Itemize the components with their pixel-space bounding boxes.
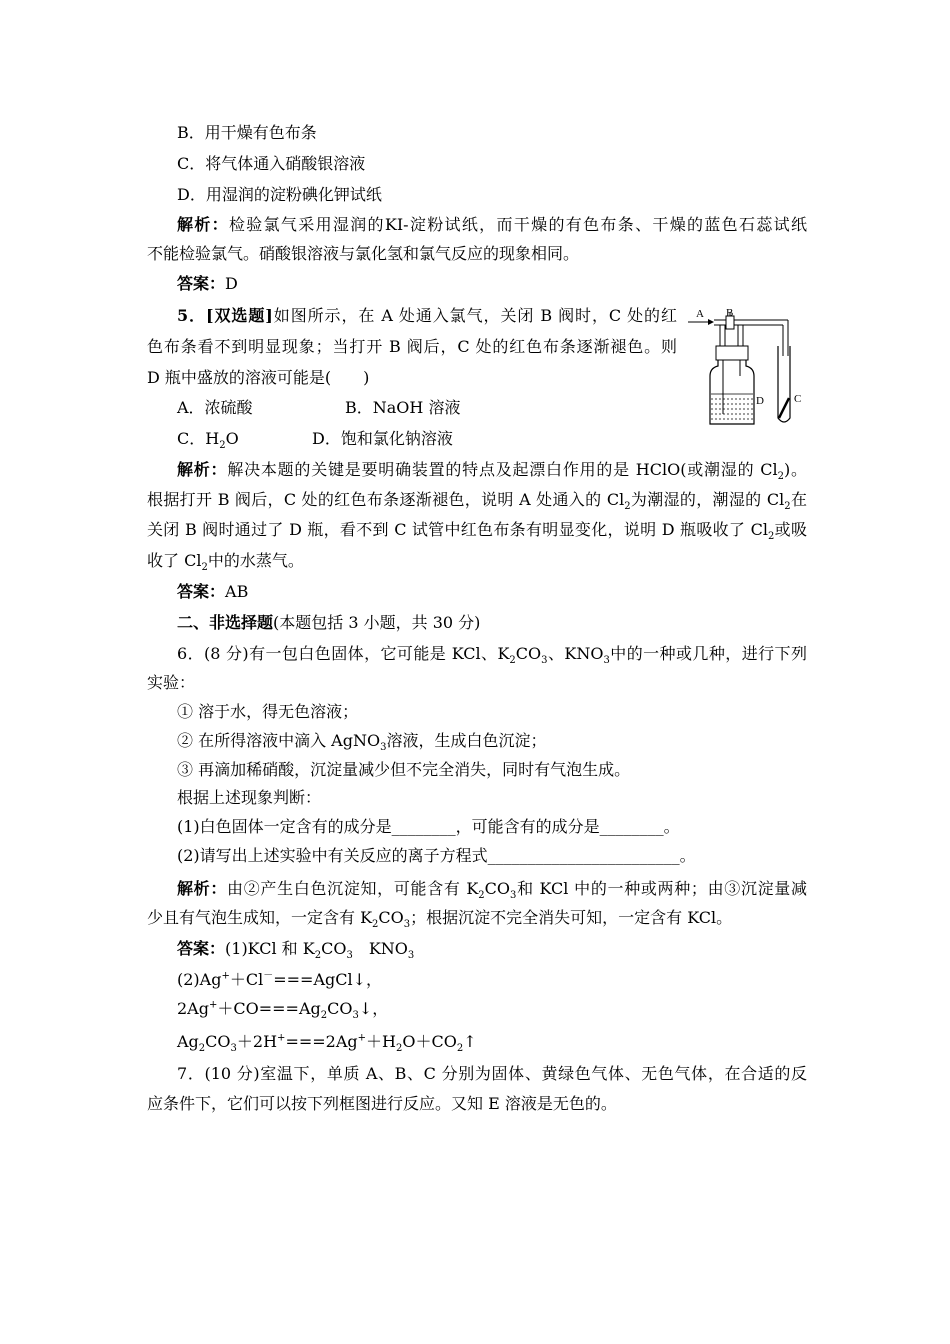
q5-analysis-2c: 在	[790, 490, 807, 509]
q6-eq3f: O＋CO	[402, 1032, 457, 1051]
q6-stem-sub-3: 3	[603, 655, 610, 667]
q6-step-2a: ② 在所得溶液中滴入 AgNO	[177, 731, 381, 750]
q6-stem-1b: CO	[515, 644, 542, 663]
q6-analysis-line-1	[177, 878, 807, 900]
q4-option-b	[177, 122, 317, 144]
q5-option-c-sub: 2	[219, 440, 226, 452]
q5-stem-text-3: D 瓶中盛放的溶液可能是( )	[147, 368, 370, 387]
q5-analysis-3b: 或吸	[774, 520, 807, 539]
q6-analysis-sub-4: 3	[403, 919, 411, 931]
q5-option-d-text: D．饱和氯化钠溶液	[312, 429, 453, 448]
q4-option-c-text: C．将气体通入硝酸银溶液	[177, 154, 366, 173]
q6-eq2-sub-1: 2	[320, 1010, 328, 1022]
q4-answer	[177, 273, 238, 295]
q6-judge-text: 根据上述现象判断：	[177, 788, 322, 807]
q6-eq3g: ↑	[463, 1032, 477, 1051]
q6-equation-2	[177, 998, 388, 1020]
q6-step-1-text: ① 溶于水，得无色溶液；	[177, 702, 359, 721]
q4-option-d-text: D．用湿润的淀粉碘化钾试纸	[177, 185, 382, 204]
bottle-stopper	[716, 346, 748, 360]
q6-analysis-1a: 由②产生白色沉淀知，可能含有 K	[227, 879, 479, 898]
q5-analysis-4b: 中的水蒸气。	[207, 551, 304, 570]
q6-stem-1c: 、KNO	[547, 644, 604, 663]
q5-stem-text-2: 色布条看不到明显现象；当打开 B 阀后，C 处的红色布条逐渐褪色。则	[147, 337, 677, 356]
q5-option-c-text-a: C．H	[177, 429, 220, 448]
q5-analysis-4-sub: 2	[201, 562, 208, 574]
q6-step-2b: 溶液，生成白色沉淀；	[386, 731, 547, 750]
q7-stem-1: 7．(10 分)室温下，单质 A、B、C 分别为固体、黄绿色气体、无色气体，在合适的反	[177, 1064, 807, 1083]
fig-label-b: B	[726, 307, 734, 319]
q5-stem-line-2	[147, 336, 677, 358]
q5-analysis-line-1	[177, 459, 807, 481]
q6-equation-3	[177, 1031, 477, 1053]
q5-answer-value: AB	[225, 582, 249, 601]
q7-stem-2: 应条件下，它们可以按下列框图进行反应。又知 E 溶液是无色的。	[147, 1094, 617, 1113]
q4-answer-value: D	[225, 274, 238, 293]
q6-eq1-sup-2: －	[263, 970, 274, 982]
q6-stem-1d: 中的一种或几种，进行下列	[609, 644, 807, 663]
q6-step-1	[177, 701, 358, 723]
q6-eq3-sub-4: 2	[456, 1043, 464, 1055]
q4-answer-label: 答案：	[177, 274, 226, 293]
q4-option-d	[177, 184, 382, 206]
q6-eq2c: CO	[327, 999, 353, 1018]
q6-analysis-2c: ；根据沉淀不完全消失可知，一定含有 KCl。	[410, 908, 733, 927]
q6-analysis-sub-2: 3	[510, 890, 517, 902]
q6-answer-1b: CO	[321, 939, 347, 958]
q6-equation-1	[177, 969, 382, 991]
q6-step-2	[177, 730, 546, 752]
q6-eq2b: ＋CO===Ag	[217, 999, 321, 1018]
apparatus-figure	[688, 306, 808, 430]
q6-eq2a: 2Ag	[177, 999, 209, 1018]
q6-judge	[177, 787, 321, 809]
q4-option-b-text: B．用干燥有色布条	[177, 123, 317, 142]
red-cloth-strip	[779, 398, 789, 418]
q5-analysis-line-3	[147, 519, 807, 541]
q6-analysis-sub-3: 2	[372, 919, 379, 931]
fig-label-c: C	[794, 393, 802, 405]
q6-sub-2	[177, 845, 696, 867]
q6-answer-sub-2: 3	[346, 950, 353, 962]
branch-tube-2	[738, 325, 743, 346]
q6-eq3-sub-3: 2	[396, 1043, 403, 1055]
q4-analysis-text-2: 不能检验氯气。硝酸银溶液与氯化氢和氯气反应的现象相同。	[147, 244, 580, 263]
q6-eq1b: ＋Cl	[229, 970, 264, 989]
q6-stem-1a: 6．(8 分)有一包白色固体，它可能是 KCl、K	[177, 644, 510, 663]
q5-stem-text-1: 如图所示，在 A 处通入氯气，关闭 B 阀时，C 处的红	[272, 306, 677, 325]
q5-analysis-3-sub: 2	[768, 531, 775, 543]
q6-analysis-line-2	[147, 907, 732, 929]
branch-tube-1	[720, 325, 725, 346]
q4-analysis-line-2	[147, 243, 579, 265]
q6-answer-sub-1: 2	[314, 950, 322, 962]
q6-eq3e: ＋H	[366, 1032, 396, 1051]
q6-sub-2-text: (2)请写出上述实验中有关反应的离子方程式________________________。	[177, 846, 696, 865]
q7-stem-line-2	[147, 1093, 617, 1115]
q6-eq3-sup-2: +	[357, 1032, 367, 1044]
q6-eq2d: ↓，	[358, 999, 389, 1018]
q5-option-d	[312, 428, 453, 450]
outlet-tube	[783, 320, 788, 356]
q6-eq2-sub-2: 3	[352, 1010, 359, 1022]
q6-eq3a: Ag	[177, 1032, 199, 1051]
q6-analysis-label: 解析：	[177, 879, 228, 898]
inlet-arrowhead	[708, 319, 714, 325]
q5-analysis-1-sub: 2	[777, 471, 784, 483]
q5-analysis-2b: 为潮湿的，潮湿的 Cl	[630, 490, 785, 509]
q6-eq1c: ===AgCl↓，	[273, 970, 383, 989]
q5-analysis-1a: 解决本题的关键是要明确装置的特点及起漂白作用的是 HClO(或潮湿的 Cl	[227, 460, 778, 479]
q6-eq2-sup: +	[208, 999, 218, 1011]
q5-analysis-3a: 关闭 B 阀时通过了 D 瓶，看不到 C 试管中红色布条有明显变化，说明 D 瓶吸收了 Cl	[147, 520, 768, 539]
q5-answer-label: 答案：	[177, 582, 226, 601]
q4-analysis-label: 解析：	[177, 215, 229, 234]
q5-analysis-line-4	[147, 550, 304, 572]
q6-stem-2: 实验：	[147, 673, 196, 692]
q5-analysis-2-sub2: 2	[784, 501, 791, 513]
q5-answer	[177, 581, 248, 603]
bottle-d	[710, 360, 754, 424]
section-2-title: 二、非选择题	[177, 613, 274, 632]
bottle-liquid	[711, 394, 753, 419]
q6-answer-1c: KNO	[352, 939, 408, 958]
q6-eq3d: ===2Ag	[285, 1032, 358, 1051]
q6-step-3	[177, 759, 630, 781]
q6-stem-sub-2: 3	[541, 655, 548, 667]
q5-stem-line-3	[147, 367, 369, 389]
q6-eq3-sub-2: 3	[230, 1043, 237, 1055]
q4-analysis-line-1	[177, 214, 807, 236]
q6-stem-line-1	[177, 643, 807, 665]
q5-option-c-text-b: O	[225, 429, 239, 448]
q6-analysis-2b: CO	[378, 908, 404, 927]
q6-eq3b: CO	[205, 1032, 231, 1051]
q5-option-a-text: A．浓硫酸	[177, 398, 253, 417]
section-2-heading	[177, 612, 480, 634]
fig-label-a: A	[696, 308, 704, 320]
q6-stem-sub-1: 2	[509, 655, 516, 667]
q5-analysis-line-2	[147, 489, 807, 511]
q7-stem-line-1	[177, 1063, 807, 1085]
q6-sub-1-text: (1)白色固体一定含有的成分是________，可能含有的成分是________。	[177, 817, 680, 836]
q6-eq3c: ＋2H	[236, 1032, 278, 1051]
q5-option-a	[177, 397, 253, 419]
q6-answer-label: 答案：	[177, 939, 226, 958]
q5-analysis-1b: )。	[783, 460, 807, 479]
q6-step-3-text: ③ 再滴加稀硝酸，沉淀量减少但不完全消失，同时有气泡生成。	[177, 760, 631, 779]
q6-analysis-1b: CO	[484, 879, 511, 898]
q6-analysis-2a: 少且有气泡生成知，一定含有 K	[147, 908, 373, 927]
q6-step-2-sub: 3	[380, 742, 387, 754]
q6-eq3-sup-1: +	[277, 1032, 286, 1044]
section-2-note: (本题包括 3 小题，共 30 分)	[273, 613, 481, 632]
q6-answer-1	[177, 938, 414, 960]
q6-analysis-1c: 和 KCl 中的一种或两种；由③沉淀量减	[516, 879, 807, 898]
q5-option-c	[177, 428, 239, 450]
q6-sub-1	[177, 816, 680, 838]
q4-analysis-text-1: 检验氯气采用湿润的KI-淀粉试纸，而干燥的有色布条、干燥的蓝色石蕊试纸	[228, 215, 807, 234]
q5-analysis-label: 解析：	[177, 460, 228, 479]
q6-stem-line-2	[147, 672, 195, 694]
q6-answer-1a: (1)KCl 和 K	[225, 939, 315, 958]
q5-analysis-4a: 收了 Cl	[147, 551, 202, 570]
q6-eq1-sup-1: +	[221, 970, 230, 982]
q5-option-b-text: B．NaOH 溶液	[345, 398, 461, 417]
q5-type-tag: 5．[双选题]	[177, 306, 273, 325]
q6-answer-sub-3: 3	[407, 950, 415, 962]
q6-eq1a: (2)Ag	[177, 970, 222, 989]
q5-option-b	[345, 397, 460, 419]
q5-analysis-2a: 根据打开 B 阀后，C 处的红色布条逐渐褪色，说明 A 处通入的 Cl	[147, 490, 625, 509]
q5-analysis-2-sub: 2	[624, 501, 631, 513]
q4-option-c	[177, 153, 365, 175]
q6-eq3-sub-1: 2	[198, 1043, 206, 1055]
q6-analysis-sub-1: 2	[478, 890, 485, 902]
q5-stem-line-1	[177, 305, 677, 327]
fig-label-d: D	[756, 395, 764, 407]
